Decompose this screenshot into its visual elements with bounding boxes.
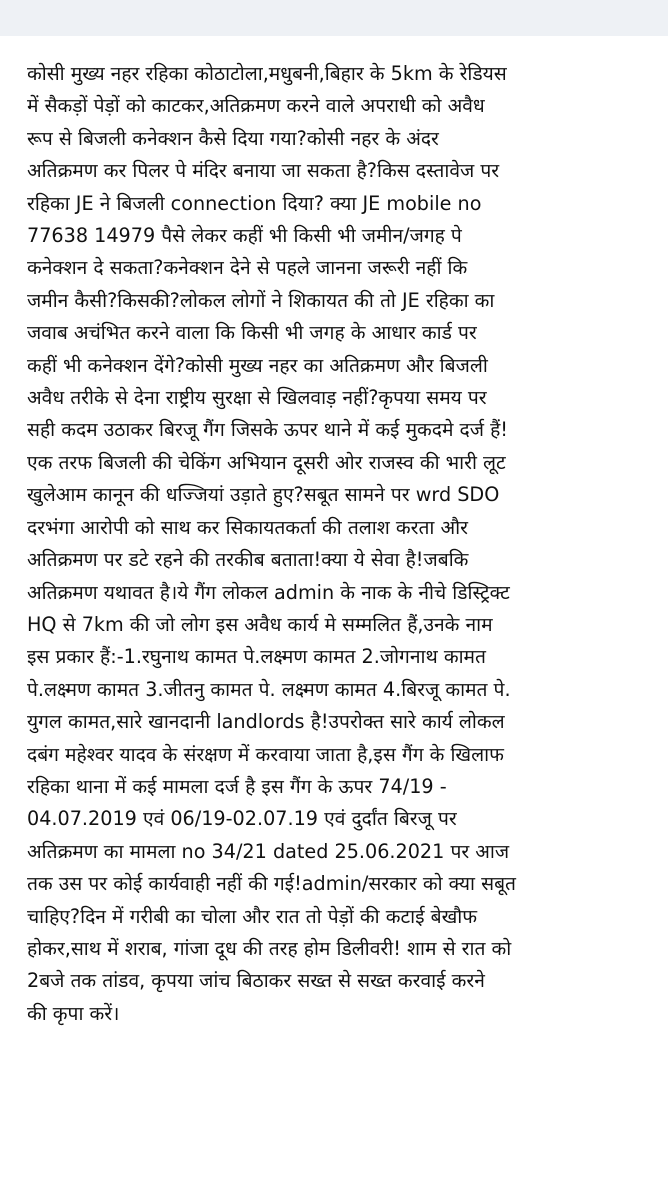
text-line: दबंग महेश्वर यादव के संरक्षण में करवाया जाता है,इस गैंग के खिलाफ xyxy=(27,742,504,766)
text-line: जवाब अचंभित करने वाला कि किसी भी जगह के आधार कार्ड पर xyxy=(27,321,477,345)
text-line: इस प्रकार हैं:-1.रघुनाथ कामत पे.लक्ष्मण कामत 2.जोगनाथ कामत xyxy=(27,645,486,669)
text-line: जमीन कैसी?किसकी?लोकल लोगों ने शिकायत की तो JE रहिका का xyxy=(27,288,495,312)
text-line: पे.लक्ष्मण कामत 3.जीतनु कामत पे. लक्ष्मण कामत 4.बिरजू कामत पे. xyxy=(27,677,511,701)
text-line: रूप से बिजली कनेक्शन कैसे दिया गया?कोसी नहर के अंदर xyxy=(27,126,439,150)
text-line: की कृपा करें। xyxy=(27,1001,120,1025)
text-line: 77638 14979 पैसे लेकर कहीं भी किसी भी जमीन/जगह पे xyxy=(27,224,462,248)
text-line: अतिक्रमण कर पिलर पे मंदिर बनाया जा सकता है?किस दस्तावेज पर xyxy=(27,159,500,183)
text-line: तक उस पर कोई कार्यवाही नहीं की गई!admin/सरकार को क्या सबूत xyxy=(27,872,516,896)
text-line: 04.07.2019 एवं 06/19-02.07.19 एवं दुर्दांत बिरजू पर xyxy=(27,807,457,831)
text-line: सही कदम उठाकर बिरजू गैंग जिसके ऊपर थाने में कई मुकदमे दर्ज हैं! xyxy=(27,418,508,442)
text-line: अतिक्रमण का मामला no 34/21 dated 25.06.2021 पर आज xyxy=(27,839,510,863)
text-line: एक तरफ बिजली की चेकिंग अभियान दूसरी ओर राजस्व की भारी लूट xyxy=(27,450,506,474)
text-line: 2बजे तक तांडव, कृपया जांच बिठाकर सख्त से सख्त करवाई करने xyxy=(27,969,485,993)
text-line: अतिक्रमण पर डटे रहने की तरकीब बताता!क्या ये सेवा है!जबकि xyxy=(27,548,469,572)
text-line: कहीं भी कनेक्शन देंगे?कोसी मुख्य नहर का अतिक्रमण और बिजली xyxy=(27,353,488,377)
text-line: अवैध तरीके से देना राष्ट्रीय सुरक्षा से खिलवाड़ नहीं?कृपया समय पर xyxy=(27,386,487,410)
top-bar xyxy=(0,0,668,36)
text-line: चाहिए?दिन में गरीबी का चोला और रात तो पेड़ों की कटाई बेखौफ xyxy=(27,904,478,928)
text-line: कोसी मुख्य नहर रहिका कोठाटोला,मधुबनी,बिहार के 5km के रेडियस xyxy=(27,62,507,85)
text-line: दरभंगा आरोपी को साथ कर सिकायतकर्ता की तलाश करता और xyxy=(27,515,468,539)
text-line: रहिका JE ने बिजली connection दिया? क्या JE mobile no xyxy=(27,191,482,215)
text-line: रहिका थाना में कई मामला दर्ज है इस गैंग के ऊपर 74/19 - xyxy=(27,774,447,798)
post-text xyxy=(27,58,645,1030)
text-line: होकर,साथ में शराब, गांजा दूध की तरह होम डिलीवरी! शाम से रात को xyxy=(27,936,512,960)
text-line: खुलेआम कानून की धज्जियां उड़ाते हुए?सबूत सामने पर wrd SDO xyxy=(27,483,500,507)
text-line: कनेक्शन दे सकता?कनेक्शन देने से पहले जानना जरूरी नहीं कि xyxy=(27,256,468,280)
text-line: में सैकड़ों पेड़ों को काटकर,अतिक्रमण करने वाले अपराधी को अवैध xyxy=(27,94,485,118)
text-line: HQ से 7km की जो लोग इस अवैध कार्य मे सम्मलित हैं,उनके नाम xyxy=(27,612,493,636)
text-line: युगल कामत,सारे खानदानी landlords है!उपरोक्त सारे कार्य लोकल xyxy=(27,710,505,734)
text-line: अतिक्रमण यथावत है।ये गैंग लोकल admin के नाक के नीचे डिस्ट्रिक्ट xyxy=(27,580,510,604)
